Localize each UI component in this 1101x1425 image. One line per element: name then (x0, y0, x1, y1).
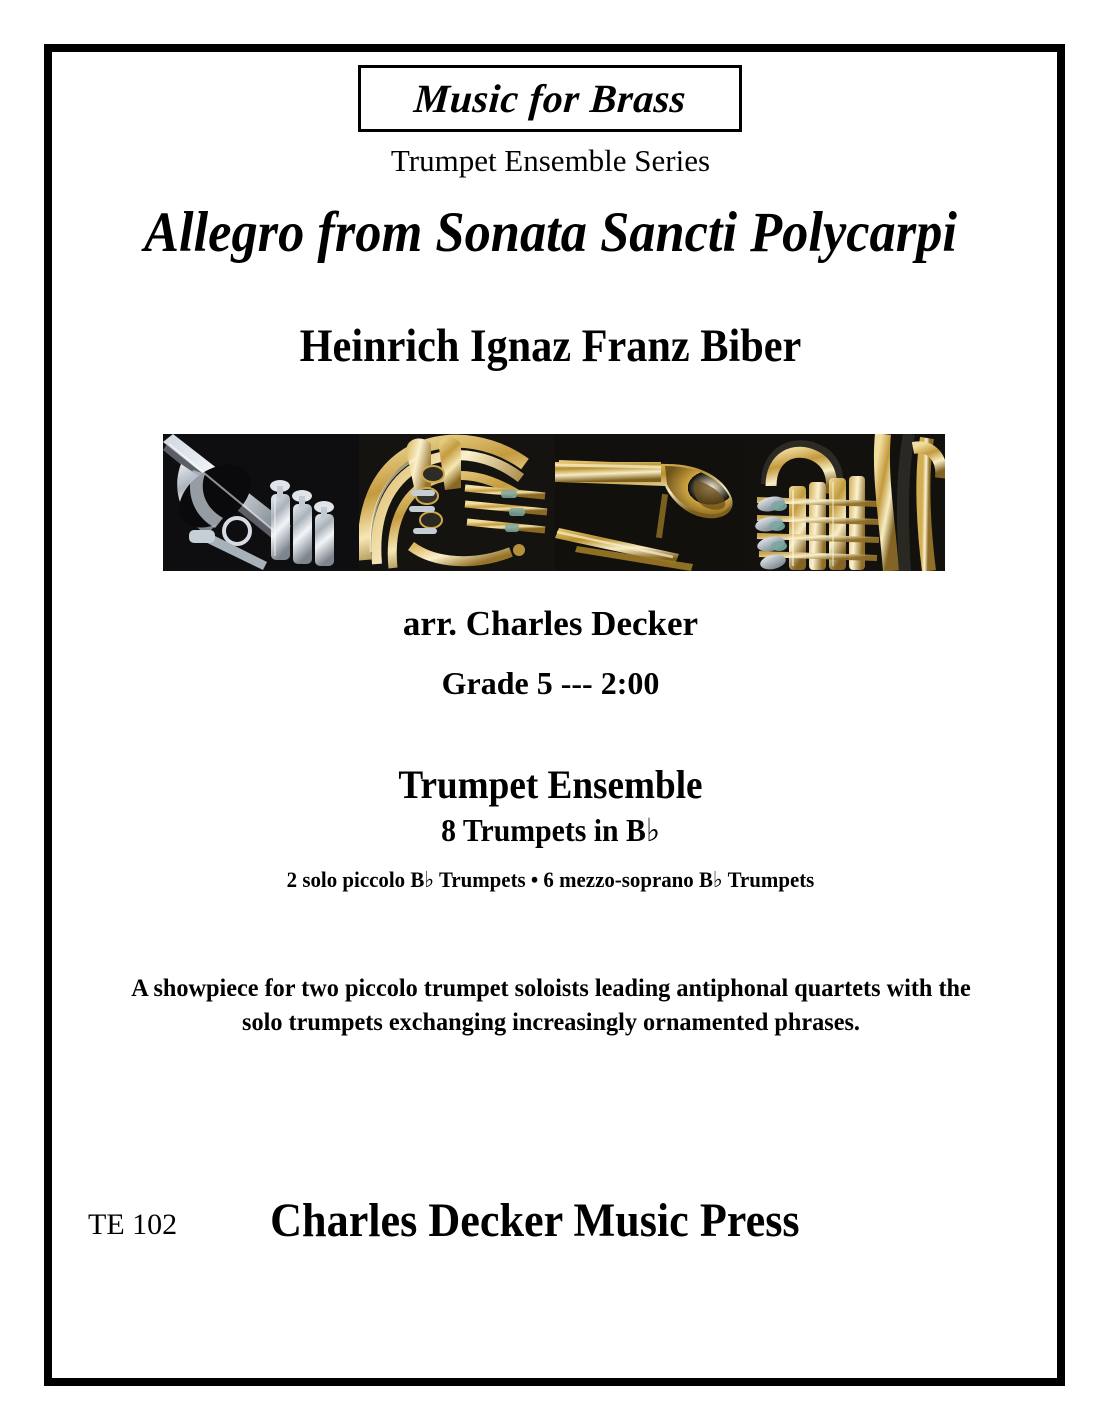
trumpet-photo (163, 434, 359, 571)
ensemble-instrumentation: 2 solo piccolo B♭ Trumpets • 6 mezzo-soprano B♭ Trumpets (286, 867, 815, 892)
page-title: Allegro from Sonata Sancti Polycarpi (144, 201, 957, 264)
ensemble-key-line: 8 Trumpets in B♭ (441, 812, 660, 848)
work-description: A showpiece for two piccolo trumpet soloists leading antiphonal quartets with the solo trumpets exchanging increasingly ornamented phrases. (131, 975, 971, 1036)
ensemble-name: Trumpet Ensemble (398, 762, 703, 807)
french-horn-photo (359, 434, 555, 571)
series-title-box (358, 65, 742, 132)
instrument-photo-strip (163, 434, 945, 571)
series-subtitle: Trumpet Ensemble Series (390, 143, 711, 178)
publisher-name: Charles Decker Music Press (270, 1194, 800, 1247)
arranger-name: arr. Charles Decker (402, 604, 699, 643)
grade-duration: Grade 5 --- 2:00 (441, 665, 660, 701)
trombone-photo (555, 434, 751, 571)
euphonium-photo (751, 434, 945, 571)
series-title-text: Music for Brass (412, 75, 688, 121)
catalog-number: TE 102 (88, 1208, 178, 1241)
composer-name: Heinrich Ignaz Franz Biber (299, 320, 802, 372)
